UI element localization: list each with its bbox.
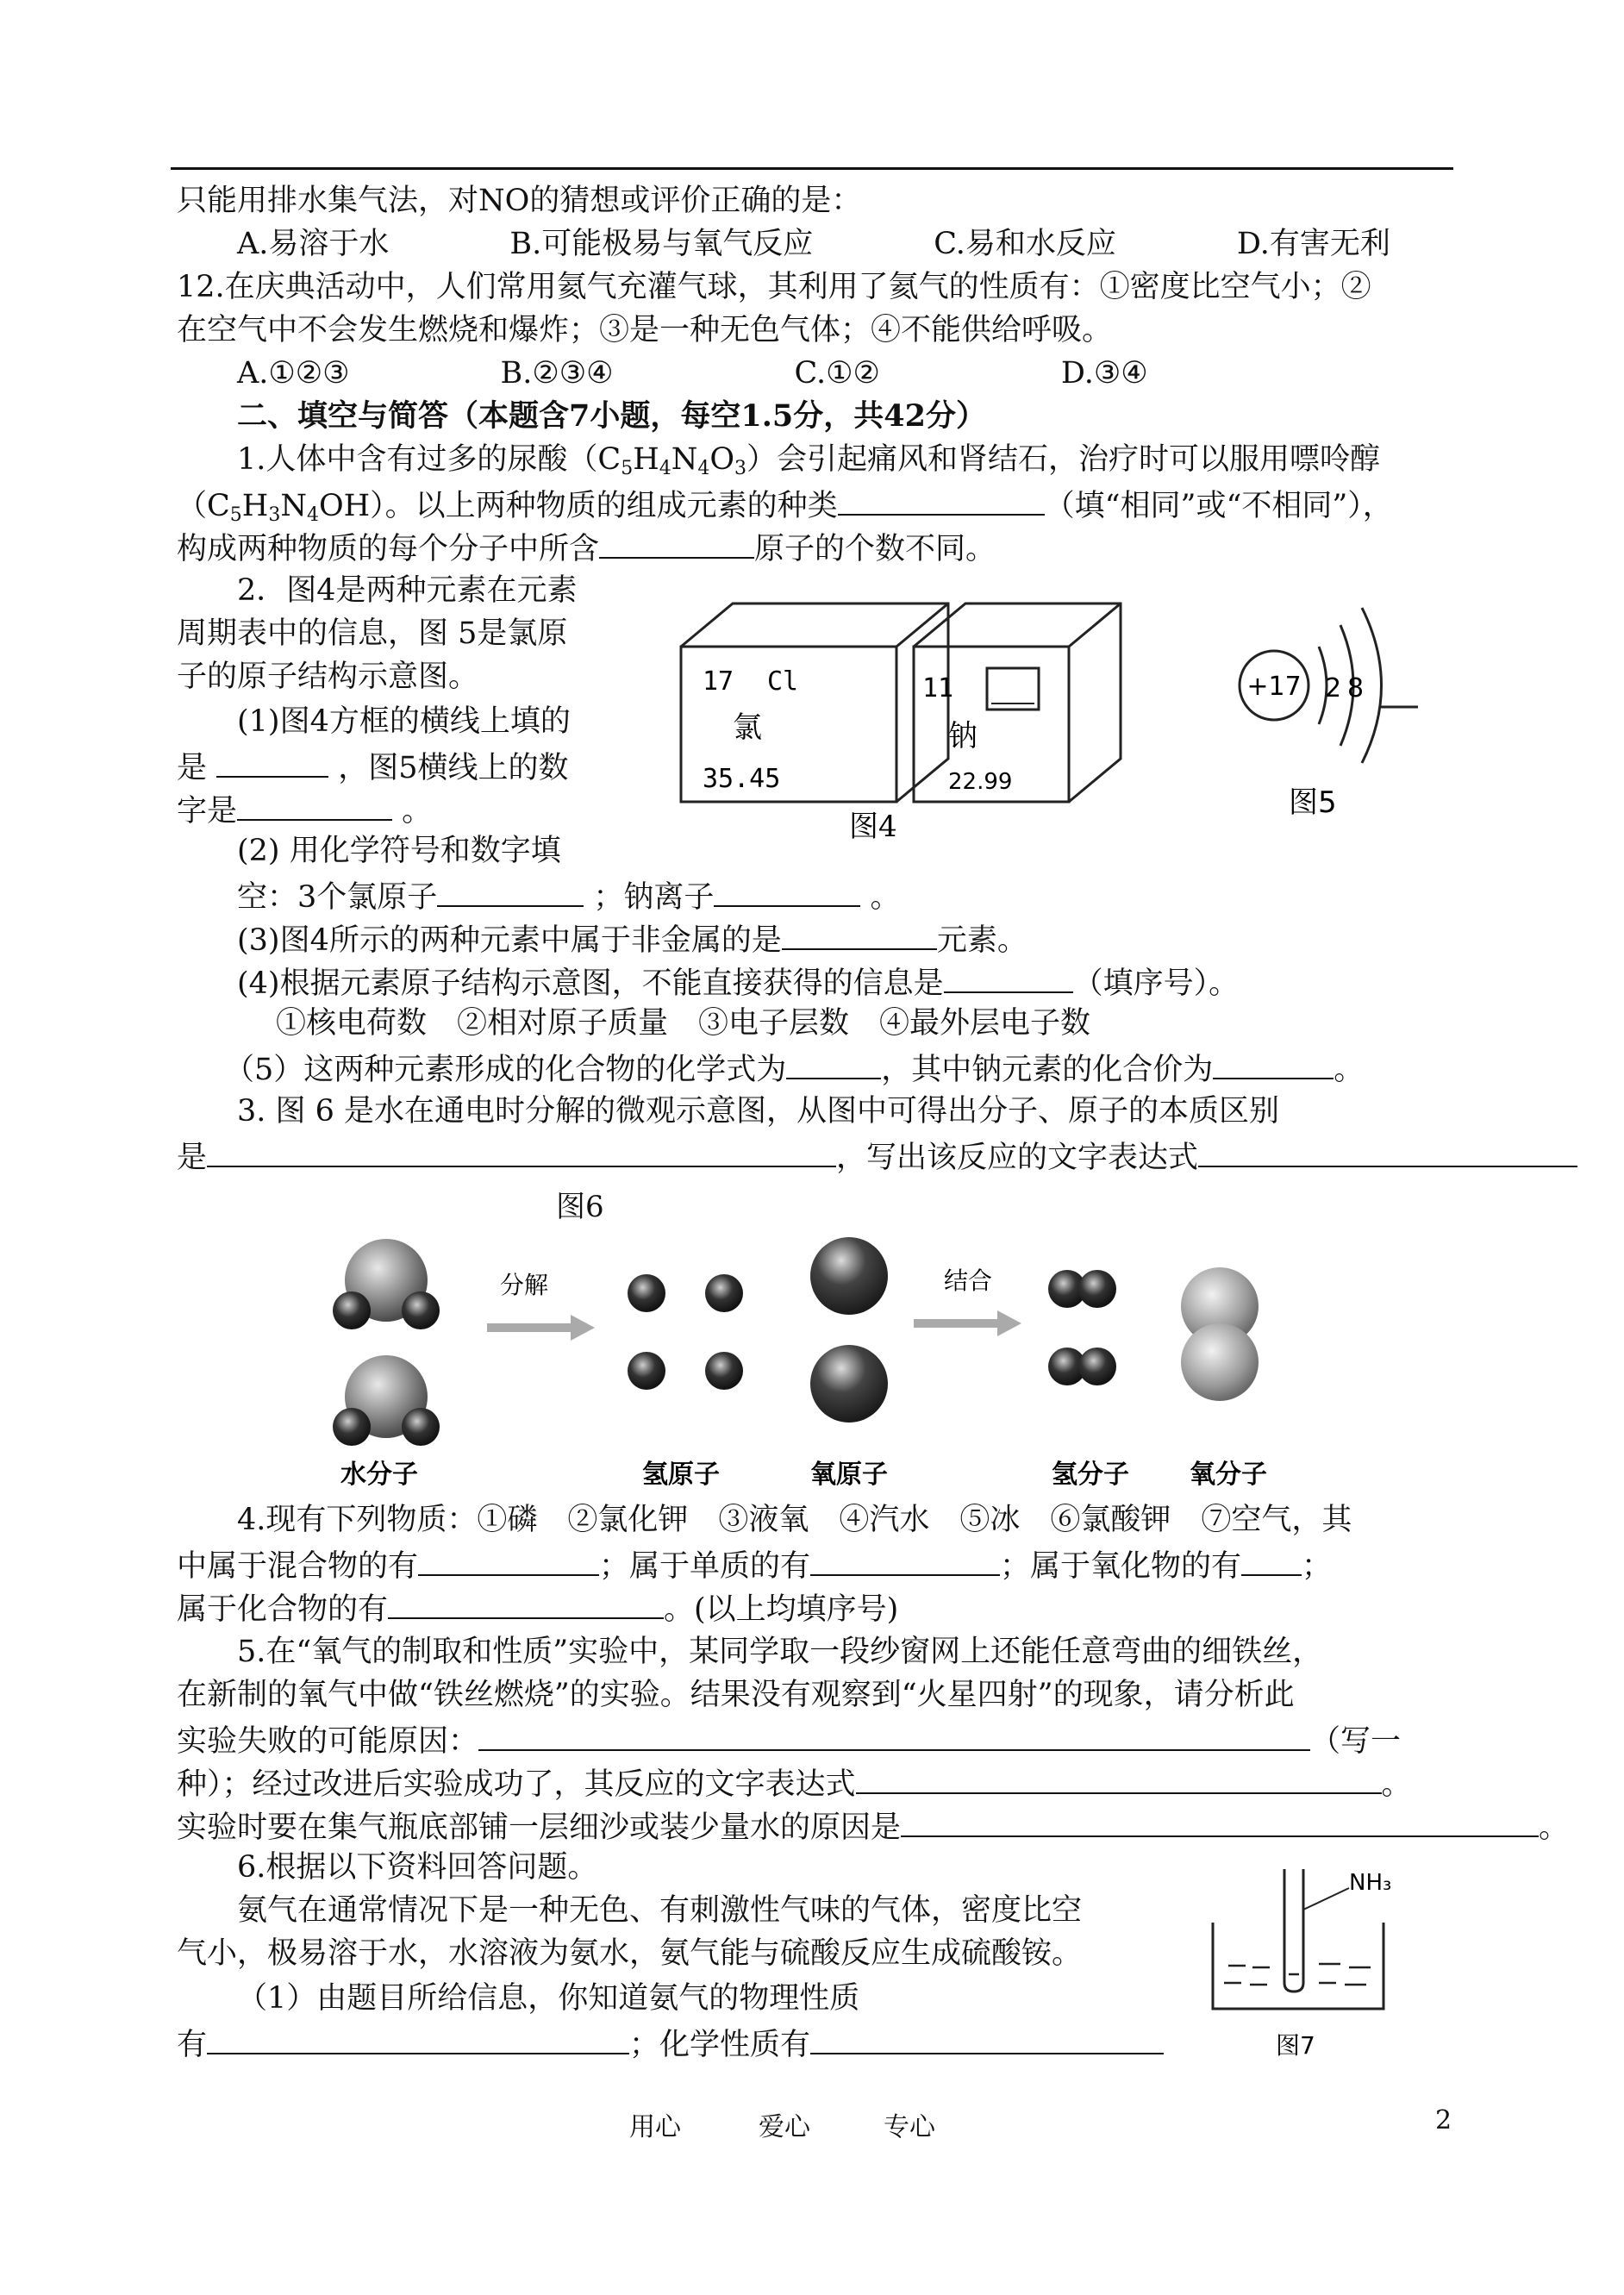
q5-line3: 实验失败的可能原因： （写一 (177, 1720, 1401, 1760)
q5-line4: 种）；经过改进后实验成功了，其反应的文字表达式 。 (177, 1763, 1412, 1803)
decompose-arrow (487, 1323, 573, 1332)
answer-blank[interactable] (599, 528, 754, 559)
hydrogen-atoms (628, 1274, 743, 1390)
answer-blank[interactable] (1241, 1545, 1302, 1576)
q2-line8: 空：3个氯原子 ；钠离子 。 (237, 876, 901, 916)
answer-blank[interactable] (782, 919, 937, 950)
q12-options: A.①②③ B.②③④ C.①② D.③④ (237, 356, 1148, 391)
nucleus-charge: +17 (1246, 672, 1302, 702)
oxygen-atoms (810, 1237, 888, 1423)
section-title: 二、填空与简答（本题含7小题，每空1.5分，共42分） (237, 398, 986, 434)
q4-line2: 中属于混合物的有 ；属于单质的有 ；属于氧化物的有 ； (177, 1545, 1332, 1585)
oxygen-molecule (1181, 1267, 1259, 1401)
answer-blank[interactable] (388, 1588, 664, 1619)
footer-motto-3: 专心 (884, 2112, 935, 2142)
q5-line1: 5.在“氧气的制取和性质”实验中，某同学取一段纱窗网上还能任意弯曲的细铁丝， (237, 1635, 1323, 1669)
q6-line5: 有 ；化学性质有 (177, 2023, 1164, 2063)
q12-line1: 12.在庆典活动中，人们常用氦气充灌气球，其利用了氦气的性质有：①密度比空气小；② (177, 270, 1371, 304)
cl-atomic-number: 17 (703, 666, 734, 697)
answer-blank[interactable] (786, 1048, 881, 1079)
answer-blank[interactable] (810, 2023, 1164, 2054)
q1-line1: 1.人体中含有过多的尿酸$(C_5H_4N_4O_3)$会引起痛风和肾结石，治疗时可以服用嘌呤醇 (237, 442, 1381, 479)
label-oxygen-molecule: 氧分子 (1190, 1460, 1267, 1490)
figure-7 (1202, 1862, 1409, 2069)
answer-blank[interactable] (216, 747, 328, 778)
page-number: 2 (1435, 2105, 1452, 2136)
q4-line3: 属于化合物的有 。(以上均填序号) (177, 1588, 898, 1628)
answer-blank[interactable] (856, 1763, 1382, 1794)
q2-line7: (2) 用化学符号和数字填 (237, 834, 561, 868)
q2-line6: 字是 。 (177, 790, 432, 829)
hydrogen-molecules (1048, 1270, 1116, 1385)
figure-6 (319, 1224, 1388, 1500)
q1-line3: 构成两种物质的每个分子中所含 原子的个数不同。 (177, 528, 996, 567)
answer-blank[interactable] (207, 1136, 836, 1167)
answer-blank[interactable] (437, 876, 584, 907)
q6-line3: 气小，极易溶于水，水溶液为氨水，氨气能与硫酸反应生成硫酸铵。 (177, 1936, 1083, 1971)
answer-blank[interactable] (944, 962, 1073, 993)
q11-options: A.易溶于水 B.可能极易与氧气反应 C.易和水反应 D.有害无利 (237, 227, 1390, 261)
fig4-caption: 图4 (849, 810, 897, 844)
na-mass: 22.99 (948, 769, 1013, 795)
water-molecule (333, 1239, 440, 1329)
q4-line1: 4.现有下列物质：①磷 ②氯化钾 ③液氧 ④汽水 ⑤冰 ⑥氯酸钾 ⑦空气，其 (237, 1503, 1352, 1537)
cl-symbol: Cl (767, 666, 799, 697)
answer-blank[interactable] (207, 2023, 629, 2054)
shell-2-electrons: 8 (1347, 673, 1365, 704)
cl-mass: 35.45 (703, 764, 781, 794)
na-name: 钠 (948, 719, 978, 754)
figure-4 (664, 586, 1276, 845)
answer-blank[interactable] (838, 485, 1045, 516)
header-rule (171, 167, 1453, 170)
fig5-caption: 图5 (1289, 785, 1337, 820)
answer-blank[interactable] (478, 1720, 1310, 1751)
q6-line2: 氨气在通常情况下是一种无色、有刺激性气味的气体，密度比空 (237, 1893, 1083, 1928)
shell-1-electrons: 2 (1325, 673, 1342, 704)
q2-line5: 是 ，图5横线上的数 (177, 747, 569, 786)
label-oxygen-atom: 氧原子 (810, 1460, 888, 1490)
q11-tail: 只能用排水集气法，对NO的猜想或评价正确的是： (177, 184, 862, 218)
fig6-caption: 图6 (556, 1190, 604, 1224)
q2-line11: ①核电荷数 ②相对原子质量 ③电子层数 ④最外层电子数 (276, 1006, 1091, 1041)
answer-blank[interactable] (1198, 1136, 1577, 1167)
q3-line2: 是 ，写出该反应的文字表达式 (177, 1136, 1577, 1176)
q6-line4: （1）由题目所给信息，你知道氨气的物理性质 (237, 1981, 860, 2016)
answer-blank[interactable] (901, 1806, 1539, 1837)
answer-blank[interactable] (237, 790, 392, 821)
decompose-label: 分解 (500, 1271, 549, 1299)
nh3-label: NH₃ (1349, 1870, 1392, 1896)
answer-blank[interactable] (418, 1545, 599, 1576)
combine-label: 结合 (944, 1266, 993, 1295)
fig7-caption: 图7 (1276, 2031, 1315, 2060)
q2-line12: （5）这两种元素形成的化合物的化学式为 ，其中钠元素的化合价为 。 (224, 1048, 1364, 1088)
cl-name: 氯 (733, 710, 762, 745)
q2-line4: (1)图4方框的横线上填的 (237, 704, 571, 739)
footer-motto-2: 爱心 (759, 2112, 810, 2142)
footer-motto-1: 用心 (629, 2112, 681, 2142)
q12-line2: 在空气中不会发生燃烧和爆炸；③是一种无色气体；④不能供给呼吸。 (177, 313, 1113, 347)
combine-arrow (914, 1319, 1000, 1328)
figure-5 (1224, 586, 1457, 845)
water-molecule (333, 1355, 440, 1446)
q5-line2: 在新制的氧气中做“铁丝燃烧”的实验。结果没有观察到“火星四射”的现象，请分析此 (177, 1678, 1295, 1712)
q5-line5: 实验时要在集气瓶底部铺一层细沙或装少量水的原因是 。 (177, 1806, 1569, 1846)
q6-line1: 6.根据以下资料回答问题。 (237, 1850, 598, 1885)
q2-line2: 周期表中的信息，图 5是氯原 (177, 616, 568, 651)
label-water-molecule: 水分子 (340, 1460, 418, 1490)
q2-line9: (3)图4所示的两种元素中属于非金属的是 元素。 (237, 919, 1027, 959)
answer-blank[interactable] (1213, 1048, 1334, 1079)
label-hydrogen-molecule: 氢分子 (1052, 1460, 1129, 1490)
answer-blank[interactable] (714, 876, 860, 907)
q1-line2: $(C_5H_3N_4OH)$。以上两种物质的组成元素的种类 （填“相同”或“不相同”）， (177, 485, 1393, 524)
q2-line10: (4)根据元素原子结构示意图，不能直接获得的信息是 （填序号）。 (237, 962, 1239, 1002)
answer-blank[interactable] (810, 1545, 1000, 1576)
q2-line3: 子的原子结构示意图。 (177, 660, 479, 694)
label-hydrogen-atom: 氢原子 (642, 1460, 720, 1490)
q2-line1: 2．图4是两种元素在元素 (237, 573, 578, 608)
q3-line1: 3. 图 6 是水在通电时分解的微观示意图，从图中可得出分子、原子的本质区别 (237, 1094, 1280, 1129)
na-atomic-number: 11 (922, 673, 954, 704)
